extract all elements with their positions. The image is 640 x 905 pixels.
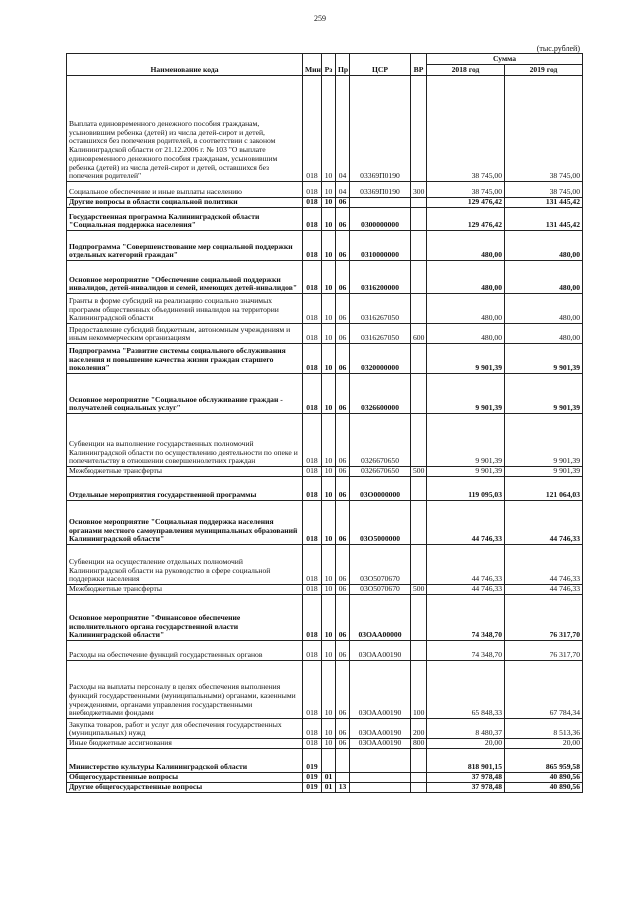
row-pr: 06	[336, 501, 350, 545]
row-csr: 03ОАА00000	[350, 595, 411, 641]
row-min: 018	[303, 467, 322, 477]
table-row	[67, 585, 583, 595]
row-min: 018	[303, 324, 322, 344]
row-csr: 0316267050	[350, 324, 411, 344]
row-vr: 500	[411, 467, 427, 477]
row-amount-2018: 480,00	[427, 324, 505, 344]
row-vr	[411, 208, 427, 231]
row-pr: 04	[336, 76, 350, 182]
row-pr: 06	[336, 344, 350, 374]
row-name: Отдельные мероприятия государственной программы	[67, 477, 303, 501]
row-amount-2018: 37 978,48	[427, 783, 505, 793]
row-pr: 06	[336, 374, 350, 414]
row-amount-2019: 76 317,70	[505, 641, 583, 661]
row-rz: 10	[322, 231, 336, 261]
row-name: Субвенции на выполнение государственных полномочий Калининградской области по осуществлению деятельности по опеке и попечительству в отношении совершеннолетних граждан	[67, 414, 303, 467]
row-min: 018	[303, 76, 322, 182]
row-amount-2019: 44 746,33	[505, 501, 583, 545]
row-csr	[350, 749, 411, 773]
row-csr: 03О5000000	[350, 501, 411, 545]
row-name: Расходы на выплаты персоналу в целях обеспечения выполнения функций государственными (муниципальными) органами, казенными учреждениями, органами управления государственными внебюджетными фондами	[67, 661, 303, 719]
row-rz: 10	[322, 585, 336, 595]
table-row	[67, 467, 583, 477]
row-pr: 06	[336, 739, 350, 749]
row-amount-2018: 480,00	[427, 261, 505, 294]
row-amount-2018: 20,00	[427, 739, 505, 749]
row-name: Другие вопросы в области социальной политики	[67, 198, 303, 208]
table-row	[67, 344, 583, 374]
row-amount-2018: 9 901,39	[427, 414, 505, 467]
row-rz: 10	[322, 324, 336, 344]
row-min: 019	[303, 783, 322, 793]
table-row	[67, 773, 583, 783]
row-min: 018	[303, 641, 322, 661]
row-csr: 03ОАА00190	[350, 661, 411, 719]
table-body	[67, 76, 583, 793]
row-vr	[411, 501, 427, 545]
row-min: 018	[303, 231, 322, 261]
col-header-2019: 2019 год	[505, 65, 583, 76]
row-name: Основное мероприятие "Финансовое обеспечение исполнительного органа государственной власти Калининградской области"	[67, 595, 303, 641]
row-pr: 06	[336, 477, 350, 501]
budget-table	[66, 53, 583, 793]
row-amount-2018: 480,00	[427, 294, 505, 324]
row-csr: 03ОАА00190	[350, 641, 411, 661]
table-row	[67, 374, 583, 414]
row-vr	[411, 261, 427, 294]
row-pr: 06	[336, 585, 350, 595]
table-row	[67, 182, 583, 198]
row-min: 018	[303, 719, 322, 739]
row-name: Межбюджетные трансферты	[67, 585, 303, 595]
row-amount-2019: 131 445,42	[505, 208, 583, 231]
table-row	[67, 641, 583, 661]
row-rz: 10	[322, 545, 336, 585]
row-min: 018	[303, 208, 322, 231]
row-min: 018	[303, 414, 322, 467]
row-csr: 0300000000	[350, 208, 411, 231]
col-header-vr: ВР	[411, 54, 427, 76]
row-vr	[411, 294, 427, 324]
row-min: 018	[303, 661, 322, 719]
row-amount-2019: 480,00	[505, 324, 583, 344]
table-row	[67, 208, 583, 231]
row-pr: 06	[336, 198, 350, 208]
row-min: 018	[303, 374, 322, 414]
row-vr	[411, 76, 427, 182]
row-amount-2018: 38 745,00	[427, 182, 505, 198]
row-amount-2018: 38 745,00	[427, 76, 505, 182]
row-pr: 06	[336, 324, 350, 344]
row-vr	[411, 773, 427, 783]
table-row	[67, 719, 583, 739]
table-row	[67, 501, 583, 545]
row-csr: 0326670650	[350, 414, 411, 467]
row-pr: 06	[336, 595, 350, 641]
col-header-rz: Рз	[322, 54, 336, 76]
row-rz: 10	[322, 739, 336, 749]
row-amount-2018: 37 978,48	[427, 773, 505, 783]
col-header-2018: 2018 год	[427, 65, 505, 76]
units-label: (тыс.рублей)	[536, 44, 580, 53]
row-pr	[336, 749, 350, 773]
row-amount-2018: 9 901,39	[427, 344, 505, 374]
row-amount-2018: 65 848,33	[427, 661, 505, 719]
row-rz: 10	[322, 661, 336, 719]
table-row	[67, 231, 583, 261]
row-amount-2019: 67 784,34	[505, 661, 583, 719]
row-amount-2018: 74 348,70	[427, 641, 505, 661]
row-amount-2018: 129 476,42	[427, 208, 505, 231]
row-amount-2019: 20,00	[505, 739, 583, 749]
row-csr	[350, 783, 411, 793]
row-vr	[411, 414, 427, 467]
row-min: 018	[303, 545, 322, 585]
table-row	[67, 76, 583, 182]
row-amount-2018: 8 480,37	[427, 719, 505, 739]
row-min: 019	[303, 749, 322, 773]
row-vr	[411, 477, 427, 501]
row-name: Расходы на обеспечение функций государственных органов	[67, 641, 303, 661]
row-vr	[411, 545, 427, 585]
row-amount-2019: 38 745,00	[505, 182, 583, 198]
row-amount-2019: 480,00	[505, 231, 583, 261]
row-vr	[411, 231, 427, 261]
row-amount-2019: 44 746,33	[505, 545, 583, 585]
row-min: 018	[303, 182, 322, 198]
row-csr: 0326670650	[350, 467, 411, 477]
row-csr: 0316200000	[350, 261, 411, 294]
row-amount-2018: 480,00	[427, 231, 505, 261]
row-name: Министерство культуры Калининградской области	[67, 749, 303, 773]
row-amount-2018: 44 746,33	[427, 501, 505, 545]
row-amount-2019: 865 959,58	[505, 749, 583, 773]
table-row	[67, 739, 583, 749]
table-row	[67, 324, 583, 344]
row-pr: 06	[336, 261, 350, 294]
table-row	[67, 749, 583, 773]
row-name: Основное мероприятие "Социальная поддержка населения органами местного самоуправления муниципальных образований Калининградской области"	[67, 501, 303, 545]
row-min: 018	[303, 739, 322, 749]
row-amount-2018: 9 901,39	[427, 467, 505, 477]
row-amount-2019: 9 901,39	[505, 344, 583, 374]
row-vr	[411, 783, 427, 793]
row-name: Государственная программа Калининградской области "Социальная поддержка населения"	[67, 208, 303, 231]
row-csr: 03ОАА00190	[350, 719, 411, 739]
row-vr	[411, 641, 427, 661]
row-rz: 10	[322, 198, 336, 208]
row-vr: 600	[411, 324, 427, 344]
table-row	[67, 477, 583, 501]
row-amount-2019: 480,00	[505, 261, 583, 294]
row-vr: 800	[411, 739, 427, 749]
row-csr: 0316267050	[350, 294, 411, 324]
row-pr: 06	[336, 719, 350, 739]
row-csr: 03О0000000	[350, 477, 411, 501]
row-min: 018	[303, 198, 322, 208]
row-name: Подпрограмма "Совершенствование мер социальной поддержки отдельных категорий граждан"	[67, 231, 303, 261]
row-name: Выплата единовременного денежного пособия гражданам, усыновившим ребенка (детей) из числа детей-сирот и детей, оставшихся без попечения родителей, в соответствии с законом Калининградской области от 21.12.2006 г. № 103 "О выплате единовременного денежного пособия гражданам, усыновившим ребенка (детей) из числа детей-сирот и детей, оставшихся без попечения родителей"	[67, 76, 303, 182]
row-pr: 06	[336, 545, 350, 585]
row-amount-2019: 131 445,42	[505, 198, 583, 208]
table-row	[67, 414, 583, 467]
row-csr: 0326600000	[350, 374, 411, 414]
row-pr	[336, 773, 350, 783]
row-amount-2019: 40 890,56	[505, 773, 583, 783]
row-rz: 10	[322, 374, 336, 414]
row-name: Закупка товаров, работ и услуг для обеспечения государственных (муниципальных) нужд	[67, 719, 303, 739]
table-row	[67, 198, 583, 208]
row-csr: 03О5070670	[350, 545, 411, 585]
row-name: Основное мероприятие "Социальное обслуживание граждан - получателей социальных услуг"	[67, 374, 303, 414]
row-amount-2019: 9 901,39	[505, 467, 583, 477]
row-rz: 10	[322, 641, 336, 661]
row-rz: 10	[322, 182, 336, 198]
row-csr	[350, 773, 411, 783]
row-name: Общегосударственные вопросы	[67, 773, 303, 783]
row-vr	[411, 374, 427, 414]
row-amount-2018: 129 476,42	[427, 198, 505, 208]
col-header-sum: Сумма	[427, 54, 583, 65]
row-rz: 10	[322, 719, 336, 739]
row-pr: 06	[336, 467, 350, 477]
row-rz: 10	[322, 294, 336, 324]
row-name: Социальное обеспечение и иные выплаты населению	[67, 182, 303, 198]
row-csr: 03О5070670	[350, 585, 411, 595]
row-min: 018	[303, 501, 322, 545]
header-row-1	[67, 54, 583, 65]
row-name: Предоставление субсидий бюджетным, автономным учреждениям и иным некоммерческим организациям	[67, 324, 303, 344]
row-name: Гранты в форме субсидий на реализацию социально значимых программ общественных объединений инвалидов на территории Калининградской области	[67, 294, 303, 324]
row-min: 018	[303, 477, 322, 501]
table-row	[67, 783, 583, 793]
row-amount-2018: 119 095,03	[427, 477, 505, 501]
row-rz: 01	[322, 783, 336, 793]
row-pr: 06	[336, 208, 350, 231]
row-min: 018	[303, 294, 322, 324]
row-rz: 01	[322, 773, 336, 783]
row-csr: 0310000000	[350, 231, 411, 261]
row-rz: 10	[322, 414, 336, 467]
row-csr: 0320000000	[350, 344, 411, 374]
row-csr: 03369П0190	[350, 182, 411, 198]
col-header-name: Наименование кода	[67, 54, 303, 76]
row-pr: 06	[336, 414, 350, 467]
row-vr: 300	[411, 182, 427, 198]
row-amount-2018: 44 746,33	[427, 545, 505, 585]
row-rz: 10	[322, 76, 336, 182]
row-pr: 13	[336, 783, 350, 793]
row-name: Основное мероприятие "Обеспечение социальной поддержки инвалидов, детей-инвалидов и семей, имеющих детей-инвалидов"	[67, 261, 303, 294]
row-min: 018	[303, 344, 322, 374]
row-pr: 06	[336, 231, 350, 261]
row-amount-2019: 480,00	[505, 294, 583, 324]
row-rz: 10	[322, 595, 336, 641]
table-row	[67, 595, 583, 641]
col-header-min: Мин	[303, 54, 322, 76]
row-rz: 10	[322, 467, 336, 477]
row-min: 018	[303, 585, 322, 595]
row-name: Подпрограмма "Развитие системы социального обслуживания населения и повышение качества жизни граждан старшего поколения"	[67, 344, 303, 374]
row-pr: 04	[336, 182, 350, 198]
col-header-pr: Пр	[336, 54, 350, 76]
row-min: 018	[303, 595, 322, 641]
row-vr: 500	[411, 585, 427, 595]
row-name: Иные бюджетные ассигнования	[67, 739, 303, 749]
row-amount-2019: 44 746,33	[505, 585, 583, 595]
page-number: 259	[314, 14, 326, 23]
table-row	[67, 661, 583, 719]
row-rz: 10	[322, 477, 336, 501]
row-name: Субвенции на осуществление отдельных полномочий Калининградской области на руководство в сфере социальной поддержки населения	[67, 545, 303, 585]
row-amount-2019: 8 513,36	[505, 719, 583, 739]
row-csr: 03ОАА00190	[350, 739, 411, 749]
row-csr: 03369П0190	[350, 76, 411, 182]
row-amount-2018: 44 746,33	[427, 585, 505, 595]
row-pr: 06	[336, 641, 350, 661]
row-name: Межбюджетные трансферты	[67, 467, 303, 477]
row-rz: 10	[322, 261, 336, 294]
table-row	[67, 261, 583, 294]
row-amount-2019: 76 317,70	[505, 595, 583, 641]
row-pr: 06	[336, 294, 350, 324]
row-amount-2018: 74 348,70	[427, 595, 505, 641]
row-amount-2018: 9 901,39	[427, 374, 505, 414]
table-row	[67, 545, 583, 585]
row-amount-2019: 9 901,39	[505, 374, 583, 414]
row-rz: 10	[322, 208, 336, 231]
row-rz	[322, 749, 336, 773]
row-vr	[411, 344, 427, 374]
row-rz: 10	[322, 501, 336, 545]
row-rz: 10	[322, 344, 336, 374]
row-amount-2019: 121 064,03	[505, 477, 583, 501]
row-amount-2019: 40 890,56	[505, 783, 583, 793]
table-row	[67, 294, 583, 324]
row-min: 019	[303, 773, 322, 783]
row-vr	[411, 749, 427, 773]
row-vr	[411, 198, 427, 208]
row-pr: 06	[336, 661, 350, 719]
row-min: 018	[303, 261, 322, 294]
row-vr: 100	[411, 661, 427, 719]
row-amount-2019: 38 745,00	[505, 76, 583, 182]
row-vr: 200	[411, 719, 427, 739]
row-amount-2019: 9 901,39	[505, 414, 583, 467]
row-vr	[411, 595, 427, 641]
row-amount-2018: 818 901,15	[427, 749, 505, 773]
col-header-csr: ЦСР	[350, 54, 411, 76]
row-name: Другие общегосударственные вопросы	[67, 783, 303, 793]
row-csr	[350, 198, 411, 208]
